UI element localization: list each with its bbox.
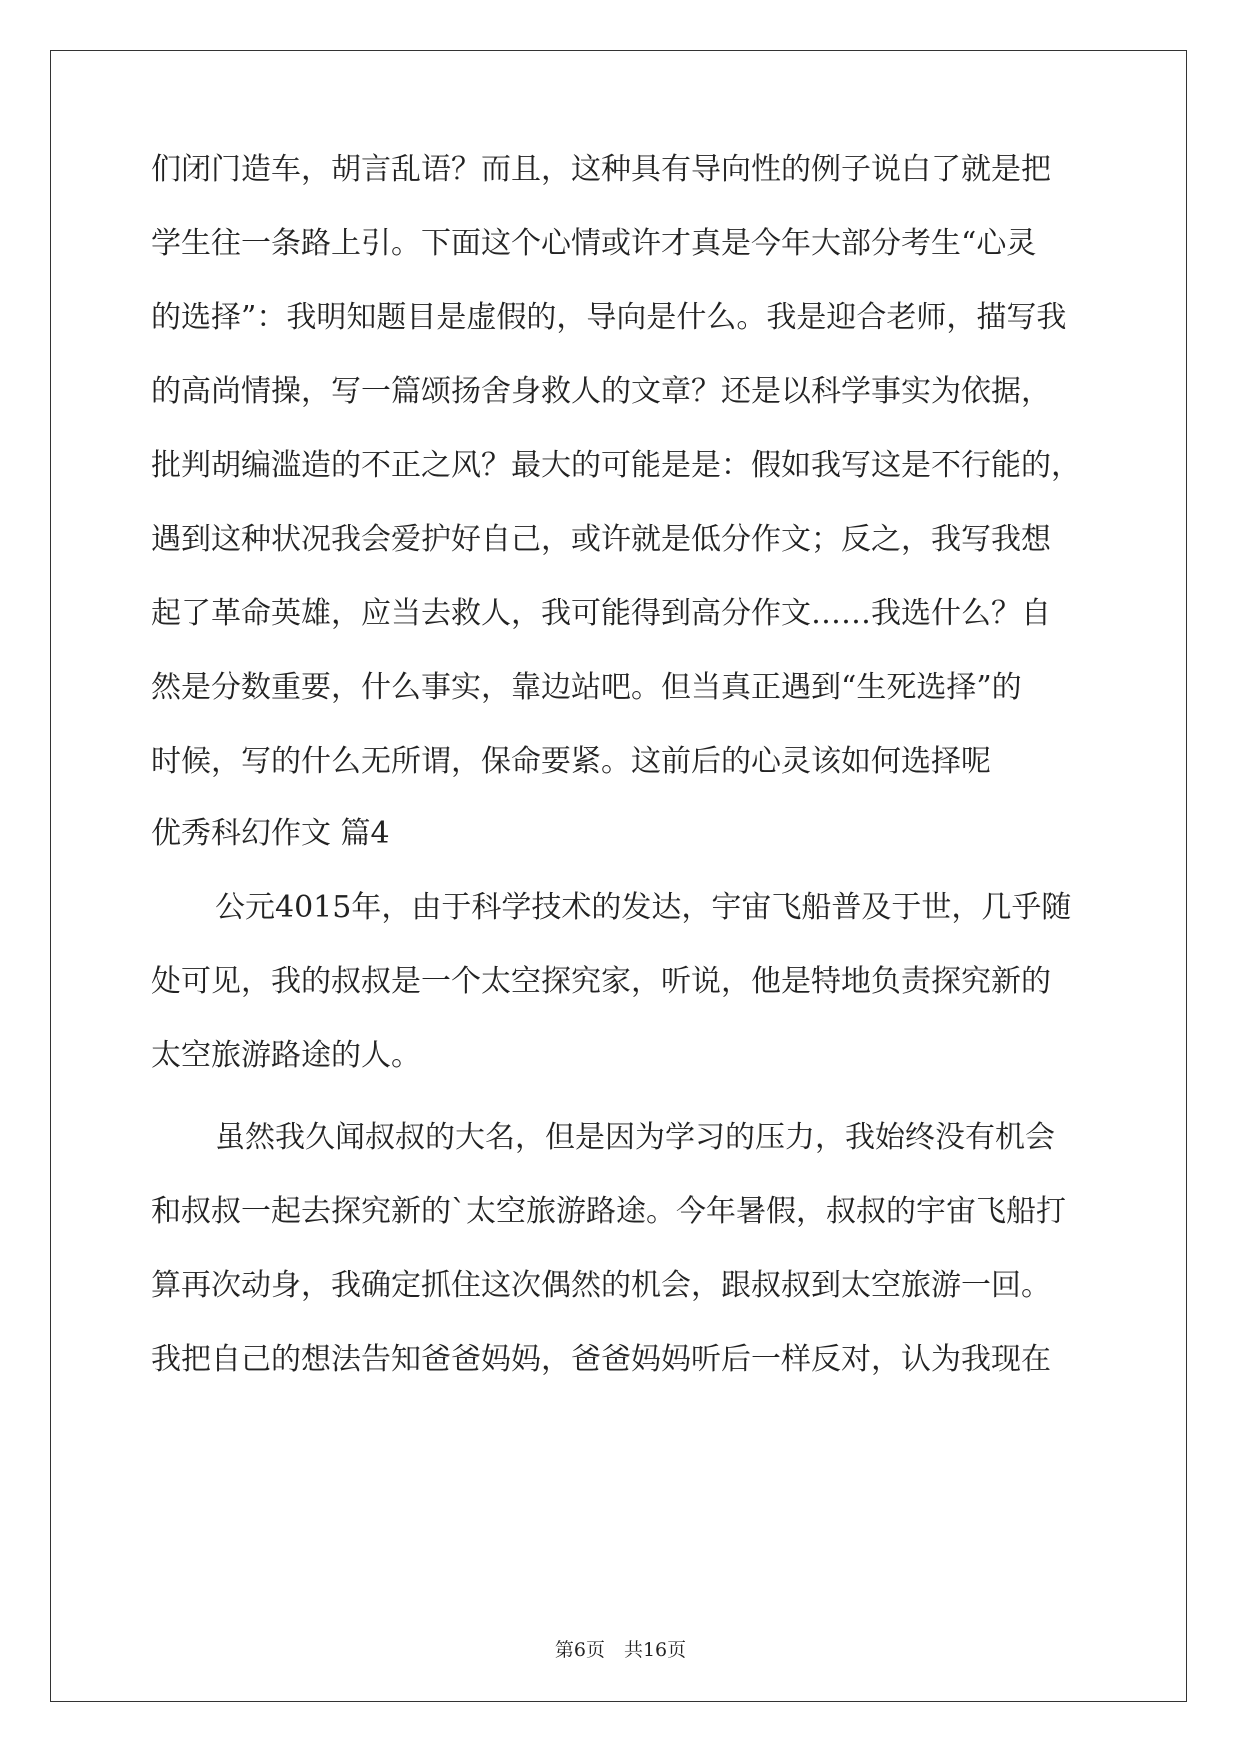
page-border <box>50 50 1187 1702</box>
text-line: 起了革命英雄，应当去救人，我可能得到高分作文……我选什么？自 <box>151 596 1051 631</box>
text-line: 的高尚情操，写一篇颂扬舍身救人的文章？还是以科学事实为依据， <box>151 374 1051 409</box>
text-line: 公元4015年，由于科学技术的发达，宇宙飞船普及于世，几乎随 <box>215 890 1072 925</box>
text-line: 们闭门造车，胡言乱语？而且，这种具有导向性的例子说白了就是把 <box>151 152 1051 187</box>
text-line: 时候，写的什么无所谓，保命要紧。这前后的心灵该如何选择呢 <box>151 744 991 779</box>
text-line: 处可见，我的叔叔是一个太空探究家，听说，他是特地负责探究新的 <box>151 964 1051 999</box>
text-line: 然是分数重要，什么事实，靠边站吧。但当真正遇到“生死选择”的 <box>151 670 1022 705</box>
text-line: 太空旅游路途的人。 <box>151 1038 421 1073</box>
section-heading: 优秀科幻作文 篇4 <box>151 816 390 851</box>
text-line: 和叔叔一起去探究新的`太空旅游路途。今年暑假，叔叔的宇宙飞船打 <box>151 1194 1066 1229</box>
text-line: 我把自己的想法告知爸爸妈妈，爸爸妈妈听后一样反对，认为我现在 <box>151 1342 1051 1377</box>
text-line: 学生往一条路上引。下面这个心情或许才真是今年大部分考生“心灵 <box>151 226 1037 261</box>
page-number: 第6页 共16页 <box>554 1639 687 1661</box>
text-line: 批判胡编滥造的不正之风？最大的可能是是：假如我写这是不行能的， <box>151 448 1081 483</box>
text-line: 遇到这种状况我会爱护好自己，或许就是低分作文；反之，我写我想 <box>151 522 1051 557</box>
text-line: 算再次动身，我确定抓住这次偶然的机会，跟叔叔到太空旅游一回。 <box>151 1268 1051 1303</box>
text-line: 的选择”：我明知题目是虚假的，导向是什么。我是迎合老师，描写我 <box>151 300 1067 335</box>
text-line: 虽然我久闻叔叔的大名，但是因为学习的压力，我始终没有机会 <box>215 1120 1055 1155</box>
